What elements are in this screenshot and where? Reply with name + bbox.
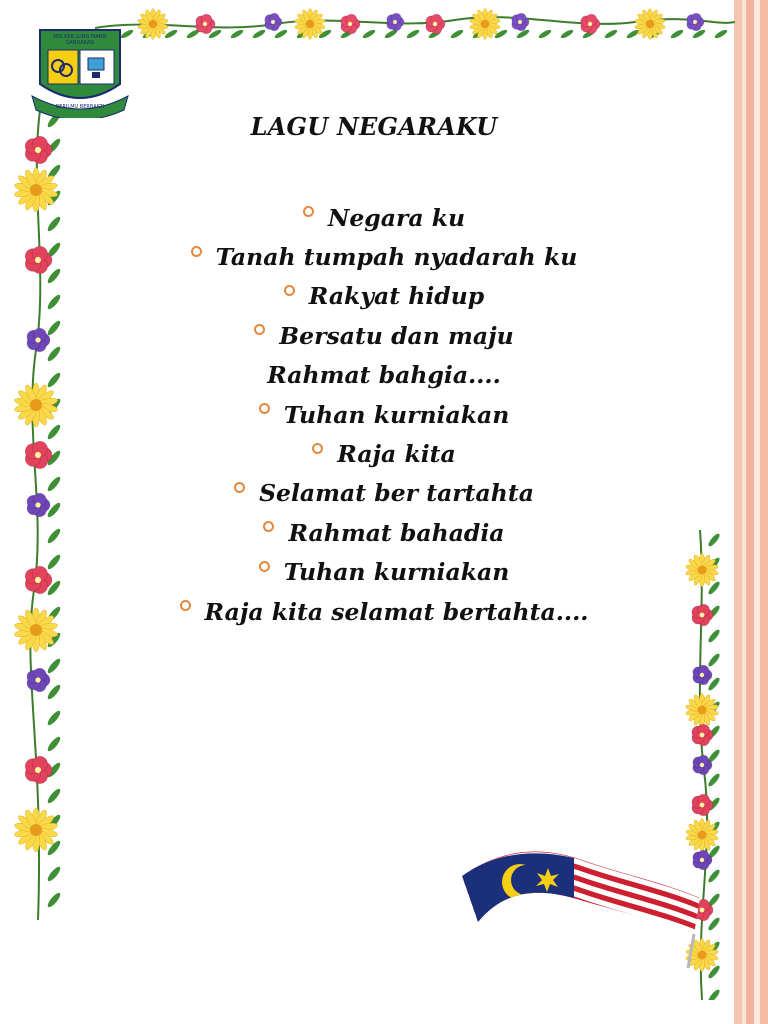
green-leaf-icon — [707, 868, 722, 884]
green-leaf-icon — [46, 735, 62, 753]
top-flower-garland — [95, 0, 735, 55]
green-leaf-icon — [560, 28, 575, 39]
pink-rose-icon — [692, 724, 713, 746]
lyric-line — [0, 356, 768, 395]
purple-flower-icon — [693, 665, 712, 685]
lyrics-list — [0, 198, 768, 631]
pink-rose-icon — [341, 14, 360, 34]
lyric-line — [0, 277, 768, 316]
green-leaf-icon — [707, 652, 722, 668]
lyric-text: Bersatu dan maju — [279, 321, 514, 350]
bullet-icon — [259, 403, 270, 414]
green-leaf-icon — [46, 787, 62, 805]
pink-rose-icon — [692, 794, 713, 816]
green-leaf-icon — [707, 772, 722, 788]
bullet-icon — [180, 600, 191, 611]
pink-rose-icon — [196, 14, 215, 34]
lyric-text: Negara ku — [327, 203, 466, 232]
green-leaf-icon — [230, 28, 245, 39]
logo-sub-text: SANDAKAN — [66, 40, 94, 46]
lyric-text: Selamat ber tartahta — [259, 479, 534, 508]
logo-bottom-text: BERILMU BERBAKTI — [55, 104, 105, 110]
purple-flower-icon — [265, 13, 282, 31]
lyric-line — [0, 592, 768, 631]
green-leaf-icon — [714, 28, 729, 39]
green-leaf-icon — [46, 683, 62, 701]
lyric-text: Tuhan kurniakan — [283, 400, 510, 429]
purple-flower-icon — [27, 668, 50, 691]
green-leaf-icon — [46, 709, 62, 727]
pink-rose-icon — [426, 14, 445, 34]
lyric-line — [0, 474, 768, 513]
green-leaf-icon — [46, 891, 62, 909]
green-leaf-icon — [46, 657, 62, 675]
green-leaf-icon — [252, 28, 267, 39]
purple-flower-icon — [387, 13, 404, 31]
yellow-daisy-icon — [634, 9, 665, 40]
green-leaf-icon — [538, 28, 553, 39]
bullet-icon — [234, 482, 245, 493]
pink-rose-icon — [581, 14, 600, 34]
lyric-line — [0, 316, 768, 355]
bullet-icon — [303, 206, 314, 217]
lyric-text: Raja kita selamat bertahta.... — [204, 597, 589, 626]
bullet-icon — [263, 521, 274, 532]
lyric-text: Rakyat hidup — [308, 282, 485, 311]
green-leaf-icon — [46, 865, 62, 883]
flag-stripe — [462, 921, 700, 967]
purple-flower-icon — [687, 13, 704, 31]
green-leaf-icon — [406, 28, 421, 39]
lyric-text: Rahmat bahadia — [288, 518, 505, 547]
purple-flower-icon — [693, 755, 712, 775]
green-leaf-icon — [362, 28, 377, 39]
lyric-text: Rahmat bahgia.... — [267, 361, 501, 390]
lyric-line — [0, 198, 768, 237]
pink-rose-icon — [25, 756, 52, 783]
bullet-icon — [284, 285, 295, 296]
page-title: LAGU NEGARAKU — [250, 112, 498, 141]
green-leaf-icon — [450, 28, 465, 39]
bullet-icon — [191, 246, 202, 257]
yellow-daisy-icon — [14, 808, 58, 852]
lyric-line — [0, 434, 768, 473]
purple-flower-icon — [512, 13, 529, 31]
lyric-text: Tanah tumpah nyadarah ku — [215, 243, 578, 272]
bullet-icon — [259, 561, 270, 572]
school-logo — [28, 26, 132, 118]
green-leaf-icon — [604, 28, 619, 39]
bullet-icon — [312, 443, 323, 454]
bullet-icon — [254, 324, 265, 335]
lyric-line — [0, 553, 768, 592]
malaysia-flag-icon — [462, 838, 700, 970]
yellow-daisy-icon — [137, 9, 168, 40]
lyric-text: Tuhan kurniakan — [283, 558, 510, 587]
green-leaf-icon — [707, 988, 722, 1000]
logo-top-text: SEK.KEB.LUNG MANIS — [52, 34, 108, 40]
yellow-daisy-icon — [685, 694, 718, 727]
lyric-line — [0, 395, 768, 434]
green-leaf-icon — [164, 28, 179, 39]
lyric-line — [0, 513, 768, 552]
lyric-line — [0, 237, 768, 276]
lyric-text: Raja kita — [337, 440, 456, 469]
green-leaf-icon — [670, 28, 685, 39]
